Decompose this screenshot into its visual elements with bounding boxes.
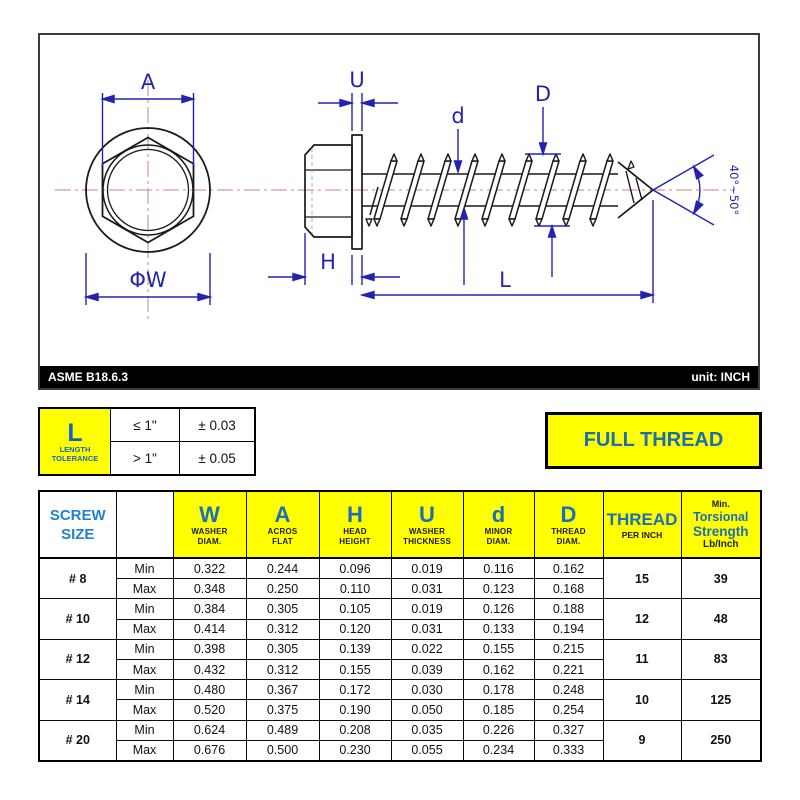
max-value-cell: 0.031 — [391, 579, 463, 599]
max-value-cell: 0.230 — [319, 740, 391, 761]
min-value-cell: 0.398 — [173, 639, 246, 659]
min-value-cell: 0.480 — [173, 680, 246, 700]
min-value-cell: 0.096 — [319, 558, 391, 579]
dim-label-d-major: D — [534, 82, 552, 106]
max-value-cell: 0.110 — [319, 579, 391, 599]
header-torsional-strength: Min. Torsional Strength Lb/Inch — [681, 491, 761, 558]
min-value-cell: 0.030 — [391, 680, 463, 700]
torsional-strength-cell: 39 — [681, 558, 761, 599]
drawing-title-bar — [40, 366, 758, 388]
tolerance-condition: > 1" — [111, 442, 180, 476]
dim-label-d-minor: d — [451, 104, 465, 128]
min-label-cell: Min — [116, 639, 173, 659]
min-value-cell: 0.226 — [463, 720, 534, 740]
max-value-cell: 0.250 — [246, 579, 319, 599]
header-col-w: W WASHER DIAM. — [173, 491, 246, 558]
thread-flights — [374, 154, 613, 226]
spec-row-min — [39, 720, 761, 740]
screw-size-cell: # 20 — [39, 720, 116, 761]
max-label-cell: Max — [116, 740, 173, 761]
min-value-cell: 0.035 — [391, 720, 463, 740]
min-value-cell: 0.327 — [534, 720, 603, 740]
max-value-cell: 0.050 — [391, 700, 463, 720]
torsional-strength-cell: 83 — [681, 639, 761, 679]
max-value-cell: 0.194 — [534, 619, 603, 639]
full-thread-badge — [545, 412, 762, 469]
max-value-cell: 0.348 — [173, 579, 246, 599]
screw-size-cell: # 10 — [39, 599, 116, 639]
header-minmax-blank — [116, 491, 173, 558]
min-label-cell: Min — [116, 558, 173, 579]
min-value-cell: 0.178 — [463, 680, 534, 700]
max-value-cell: 0.123 — [463, 579, 534, 599]
dim-label-w: ΦW — [129, 268, 167, 292]
max-value-cell: 0.414 — [173, 619, 246, 639]
tolerance-value: ± 0.03 — [180, 408, 256, 442]
max-value-cell: 0.120 — [319, 619, 391, 639]
min-label-cell: Min — [116, 680, 173, 700]
min-value-cell: 0.367 — [246, 680, 319, 700]
tolerance-symbol: L — [67, 418, 83, 447]
max-label-cell: Max — [116, 700, 173, 720]
technical-drawing-panel — [38, 33, 760, 390]
thread-per-inch-cell: 9 — [603, 720, 681, 761]
screw-size-cell: # 8 — [39, 558, 116, 599]
min-value-cell: 0.172 — [319, 680, 391, 700]
tolerance-label-line2: TOLERANCE — [51, 453, 99, 463]
screw-size-cell: # 14 — [39, 680, 116, 720]
min-value-cell: 0.019 — [391, 599, 463, 619]
spec-row-min — [39, 639, 761, 659]
min-value-cell: 0.155 — [463, 639, 534, 659]
max-value-cell: 0.190 — [319, 700, 391, 720]
spec-table-header-row — [39, 491, 761, 558]
header-screw-size: SCREW SIZE — [39, 491, 116, 558]
max-value-cell: 0.375 — [246, 700, 319, 720]
max-value-cell: 0.162 — [463, 659, 534, 679]
min-value-cell: 0.022 — [391, 639, 463, 659]
screw-size-cell: # 12 — [39, 639, 116, 679]
header-col-h: H HEAD HEIGHT — [319, 491, 391, 558]
header-thread-per-inch: THREAD PER INCH — [603, 491, 681, 558]
dim-label-a: A — [140, 70, 156, 94]
min-value-cell: 0.489 — [246, 720, 319, 740]
tolerance-label-line1: LENGTH — [59, 444, 91, 454]
dimension-annotations — [86, 93, 714, 305]
min-value-cell: 0.116 — [463, 558, 534, 579]
spec-row-min — [39, 558, 761, 579]
dim-label-l: L — [499, 268, 511, 292]
dim-label-u: U — [349, 68, 365, 92]
header-col-u: U WASHER THICKNESS — [391, 491, 463, 558]
min-value-cell: 0.384 — [173, 599, 246, 619]
max-value-cell: 0.039 — [391, 659, 463, 679]
dim-label-angle: 40°~50° — [727, 164, 741, 216]
thread-per-inch-cell: 12 — [603, 599, 681, 639]
thread-per-inch-cell: 10 — [603, 680, 681, 720]
unit-label: unit: INCH — [691, 370, 750, 384]
standard-label: ASME B18.6.3 — [48, 370, 129, 384]
min-value-cell: 0.019 — [391, 558, 463, 579]
max-value-cell: 0.254 — [534, 700, 603, 720]
max-value-cell: 0.500 — [246, 740, 319, 761]
side-view-screw — [305, 135, 653, 249]
dimension-labels — [129, 68, 741, 292]
min-value-cell: 0.305 — [246, 639, 319, 659]
tolerance-condition: ≤ 1" — [111, 408, 180, 442]
max-value-cell: 0.432 — [173, 659, 246, 679]
tolerance-value: ± 0.05 — [180, 442, 256, 476]
dim-label-h: H — [320, 250, 336, 274]
min-value-cell: 0.139 — [319, 639, 391, 659]
max-value-cell: 0.155 — [319, 659, 391, 679]
max-value-cell: 0.055 — [391, 740, 463, 761]
torsional-strength-cell: 250 — [681, 720, 761, 761]
max-value-cell: 0.234 — [463, 740, 534, 761]
spec-row-min — [39, 599, 761, 619]
min-value-cell: 0.322 — [173, 558, 246, 579]
screw-technical-drawing — [40, 35, 758, 366]
min-value-cell: 0.305 — [246, 599, 319, 619]
min-value-cell: 0.215 — [534, 639, 603, 659]
min-value-cell: 0.162 — [534, 558, 603, 579]
full-thread-label: FULL THREAD — [583, 429, 724, 451]
min-value-cell: 0.105 — [319, 599, 391, 619]
min-label-cell: Min — [116, 720, 173, 740]
max-value-cell: 0.676 — [173, 740, 246, 761]
min-value-cell: 0.208 — [319, 720, 391, 740]
torsional-strength-cell: 125 — [681, 680, 761, 720]
max-value-cell: 0.333 — [534, 740, 603, 761]
min-label-cell: Min — [116, 599, 173, 619]
max-value-cell: 0.221 — [534, 659, 603, 679]
spec-table-body — [39, 558, 761, 761]
header-col-d-major: D THREAD DIAM. — [534, 491, 603, 558]
length-tolerance-table — [38, 407, 256, 476]
max-value-cell: 0.168 — [534, 579, 603, 599]
max-label-cell: Max — [116, 619, 173, 639]
spec-row-min — [39, 680, 761, 700]
header-col-a: A ACROS FLAT — [246, 491, 319, 558]
max-value-cell: 0.185 — [463, 700, 534, 720]
torsional-strength-cell: 48 — [681, 599, 761, 639]
max-label-cell: Max — [116, 579, 173, 599]
max-value-cell: 0.312 — [246, 659, 319, 679]
thread-per-inch-cell: 15 — [603, 558, 681, 599]
max-value-cell: 0.133 — [463, 619, 534, 639]
min-value-cell: 0.248 — [534, 680, 603, 700]
thread-per-inch-cell: 11 — [603, 639, 681, 679]
max-value-cell: 0.031 — [391, 619, 463, 639]
max-label-cell: Max — [116, 659, 173, 679]
max-value-cell: 0.312 — [246, 619, 319, 639]
max-value-cell: 0.520 — [173, 700, 246, 720]
min-value-cell: 0.188 — [534, 599, 603, 619]
tolerance-symbol-cell — [39, 408, 111, 475]
screw-spec-table — [38, 490, 762, 762]
min-value-cell: 0.126 — [463, 599, 534, 619]
min-value-cell: 0.244 — [246, 558, 319, 579]
min-value-cell: 0.624 — [173, 720, 246, 740]
header-col-d-minor: d MINOR DIAM. — [463, 491, 534, 558]
